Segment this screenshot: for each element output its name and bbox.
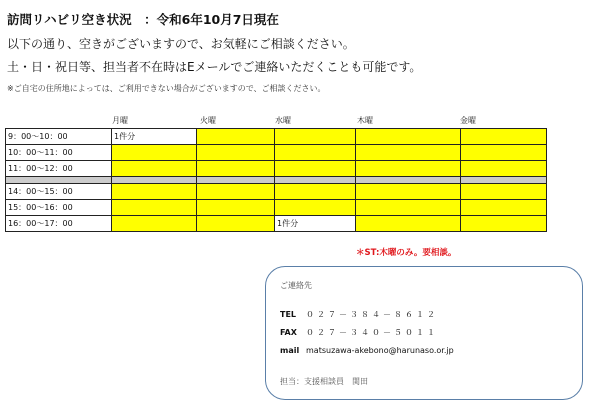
open-slot-cell: [461, 184, 547, 200]
time-slot-label: 10：00〜11：00: [6, 145, 112, 161]
open-slot-cell: [197, 161, 275, 177]
time-slot-row: [6, 200, 547, 216]
open-slot-cell: [356, 161, 461, 177]
separator-cell: [275, 177, 356, 184]
page-title: 訪問リハビリ空き状況 ：令和6年10月7日現在: [7, 12, 279, 27]
separator-cell: [197, 177, 275, 184]
open-slot-cell: [461, 129, 547, 145]
open-slot-cell: [275, 129, 356, 145]
fax-row: [280, 327, 438, 338]
mail-label: mail: [280, 346, 300, 355]
open-slot-cell: [197, 145, 275, 161]
tel-row: [280, 309, 438, 320]
separator-cell: [112, 177, 197, 184]
schedule-table: [5, 128, 547, 232]
st-warning: ＊ST:木曜のみ。要相談。: [356, 248, 457, 258]
time-slot-label: 14：00〜15：00: [6, 184, 112, 200]
mail-address[interactable]: matsuzawa-akebono@harunaso.or.jp: [306, 346, 454, 355]
open-slot-cell: [461, 161, 547, 177]
open-slot-cell: [197, 129, 275, 145]
contact-box: [265, 266, 583, 400]
fax-number: ０２７－３４０－５０１１: [306, 328, 438, 337]
mail-row: [280, 346, 454, 355]
day-header-mon: 月曜: [112, 116, 128, 125]
open-slot-cell: [197, 184, 275, 200]
open-slot-cell: [275, 145, 356, 161]
open-slot-cell: [197, 216, 275, 232]
day-header-tue: 火曜: [200, 116, 216, 125]
open-slot-cell: [112, 200, 197, 216]
open-slot-cell: [275, 184, 356, 200]
time-slot-row: [6, 145, 547, 161]
tel-number[interactable]: ０２７－３８４－８６１２: [306, 310, 438, 319]
open-slot-cell: [461, 216, 547, 232]
booked-slot-cell: 1件分: [275, 216, 356, 232]
open-slot-cell: [356, 184, 461, 200]
separator-cell: [356, 177, 461, 184]
contact-title: ご連絡先: [280, 281, 312, 290]
separator-cell: [6, 177, 112, 184]
staff-name: 担当：支援相談員 関田: [280, 377, 368, 386]
time-slot-row: [6, 129, 547, 145]
time-slot-label: 9：00〜10：00: [6, 129, 112, 145]
open-slot-cell: [112, 145, 197, 161]
time-slot-label: 15：00〜16：00: [6, 200, 112, 216]
availability-schedule: [5, 114, 546, 242]
time-slot-label: 11：00〜12：00: [6, 161, 112, 177]
open-slot-cell: [356, 129, 461, 145]
open-slot-cell: [197, 200, 275, 216]
separator-cell: [461, 177, 547, 184]
day-header-fri: 金曜: [460, 116, 476, 125]
time-slot-label: 16：00〜17：00: [6, 216, 112, 232]
tel-label: TEL: [280, 310, 297, 319]
open-slot-cell: [112, 184, 197, 200]
open-slot-cell: [275, 200, 356, 216]
day-header-thu: 木曜: [357, 116, 373, 125]
address-note: ※ご自宅の住所地によっては、ご利用できない場合がございますので、ご相談ください。: [7, 84, 326, 93]
open-slot-cell: [356, 200, 461, 216]
lunch-break-row: [6, 177, 547, 184]
intro-line-1: 以下の通り、空きがございますので、お気軽にご相談ください。: [7, 37, 355, 51]
open-slot-cell: [112, 216, 197, 232]
booked-slot-cell: 1件分: [112, 129, 197, 145]
open-slot-cell: [275, 161, 356, 177]
time-slot-row: [6, 184, 547, 200]
open-slot-cell: [356, 145, 461, 161]
day-header-wed: 水曜: [275, 116, 291, 125]
time-slot-row: [6, 161, 547, 177]
open-slot-cell: [461, 200, 547, 216]
open-slot-cell: [112, 161, 197, 177]
time-slot-row: [6, 216, 547, 232]
fax-label: FAX: [280, 328, 297, 337]
open-slot-cell: [356, 216, 461, 232]
open-slot-cell: [461, 145, 547, 161]
intro-line-2: 土・日・祝日等、担当者不在時はEメールでご連絡いただくことも可能です。: [7, 60, 422, 74]
